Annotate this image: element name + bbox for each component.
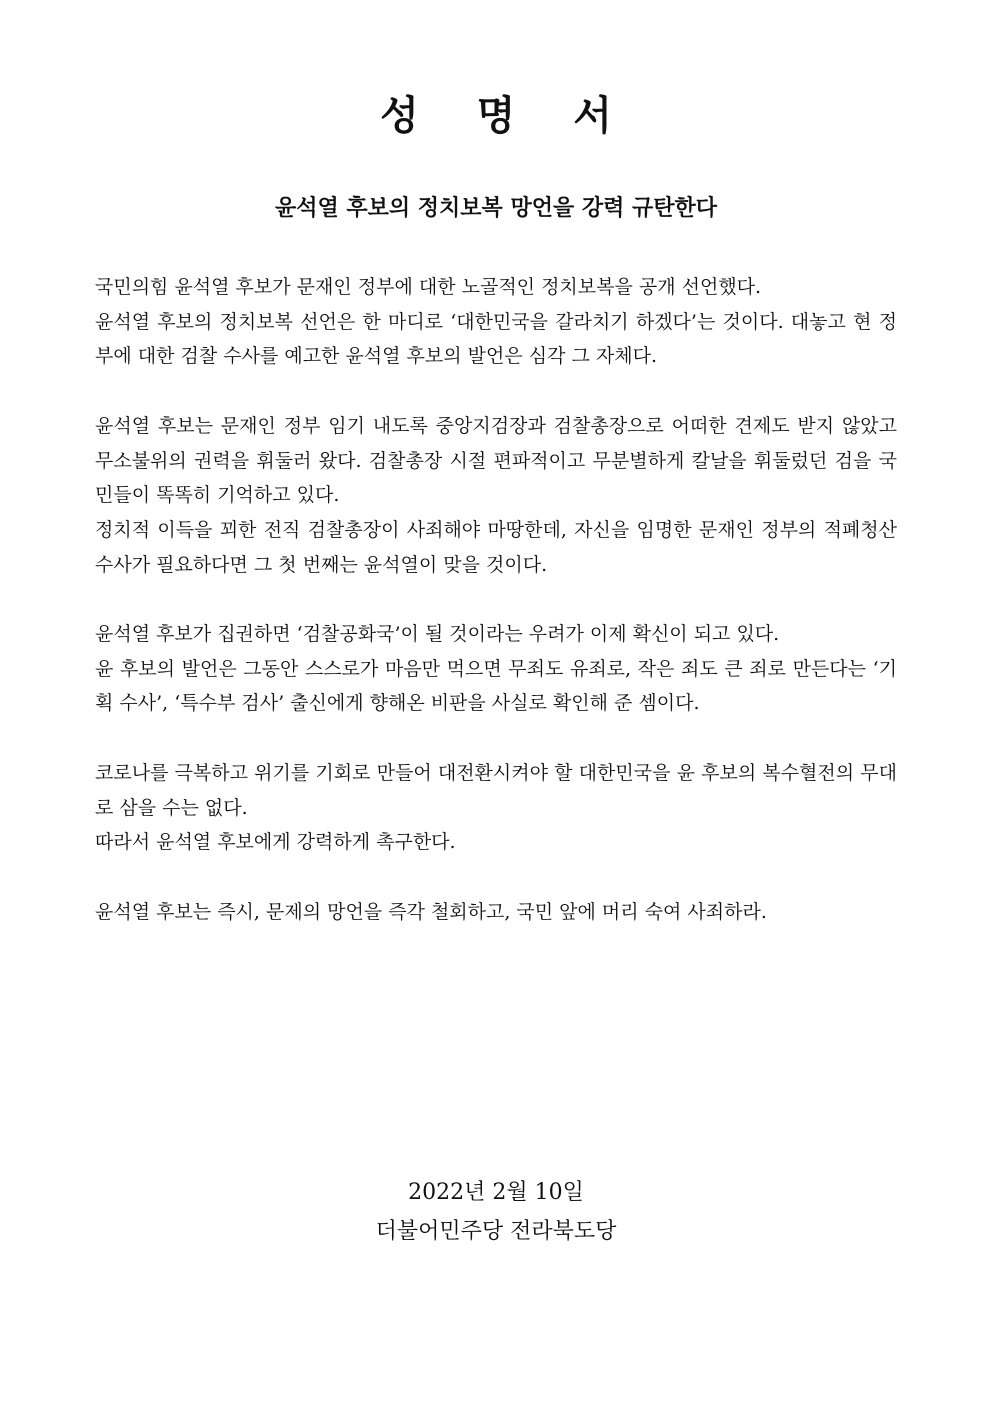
document-title: 성 명 서 <box>380 92 634 139</box>
paragraph-line: 윤 후보의 발언은 그동안 스스로가 마음만 먹으면 무죄도 유죄로, 작은 죄도 큰 죄로 만든다는 ‘기획 수사’, ‘특수부 검사’ 출신에게 향해온 비판을 사실로 확인해 준 셈이다. <box>95 657 897 715</box>
paragraph-line: 코로나를 극복하고 위기를 기회로 만들어 대전환시켜야 할 대한민국을 윤 후보의 복수혈전의 무대로 삼을 수는 없다. <box>95 761 897 819</box>
paragraph-5 <box>95 895 897 930</box>
paragraph-4 <box>95 756 897 860</box>
paragraph-line: 윤석열 후보의 정치보복 선언은 한 마디로 ‘대한민국을 갈라치기 하겠다’는 것이다. 대놓고 현 정부에 대한 검찰 수사를 예고한 윤석열 후보의 발언은 심각 그 자체다. <box>95 310 897 368</box>
paragraph-line: 윤석열 후보가 집권하면 ‘검찰공화국’이 될 것이라는 우려가 이제 확신이 되고 있다. <box>95 623 780 645</box>
document-date: 2022년 2월 10일 <box>408 1180 584 1205</box>
paragraph-2 <box>95 409 897 583</box>
paragraph-line: 윤석열 후보는 문재인 정부 임기 내도록 중앙지검장과 검찰총장으로 어떠한 견제도 받지 않았고 무소불위의 권력을 휘둘러 왔다. 검찰총장 시절 편파적이고 무분별하게 칼날을 휘둘렀던 검을 국민들이 똑똑히 기억하고 있다. <box>95 414 897 507</box>
document-body <box>95 270 897 964</box>
paragraph-line: 정치적 이득을 꾀한 전직 검찰총장이 사죄해야 마땅한데, 자신을 임명한 문재인 정부의 적폐청산 수사가 필요하다면 그 첫 번째는 윤석열이 맞을 것이다. <box>95 518 897 576</box>
issuing-organization: 더불어민주당 전라북도당 <box>375 1219 617 1244</box>
document-subtitle: 윤석열 후보의 정치보복 망언을 강력 규탄한다 <box>274 195 718 221</box>
paragraph-line: 국민의힘 윤석열 후보가 문재인 정부에 대한 노골적인 정치보복을 공개 선언했다. <box>95 276 762 298</box>
paragraph-line: 따라서 윤석열 후보에게 강력하게 촉구한다. <box>95 831 456 854</box>
paragraph-line: 윤석열 후보는 즉시, 문제의 망언을 즉각 철회하고, 국민 앞에 머리 숙여 사죄하라. <box>95 900 767 923</box>
paragraph-3 <box>95 617 897 721</box>
paragraph-1 <box>95 270 897 374</box>
